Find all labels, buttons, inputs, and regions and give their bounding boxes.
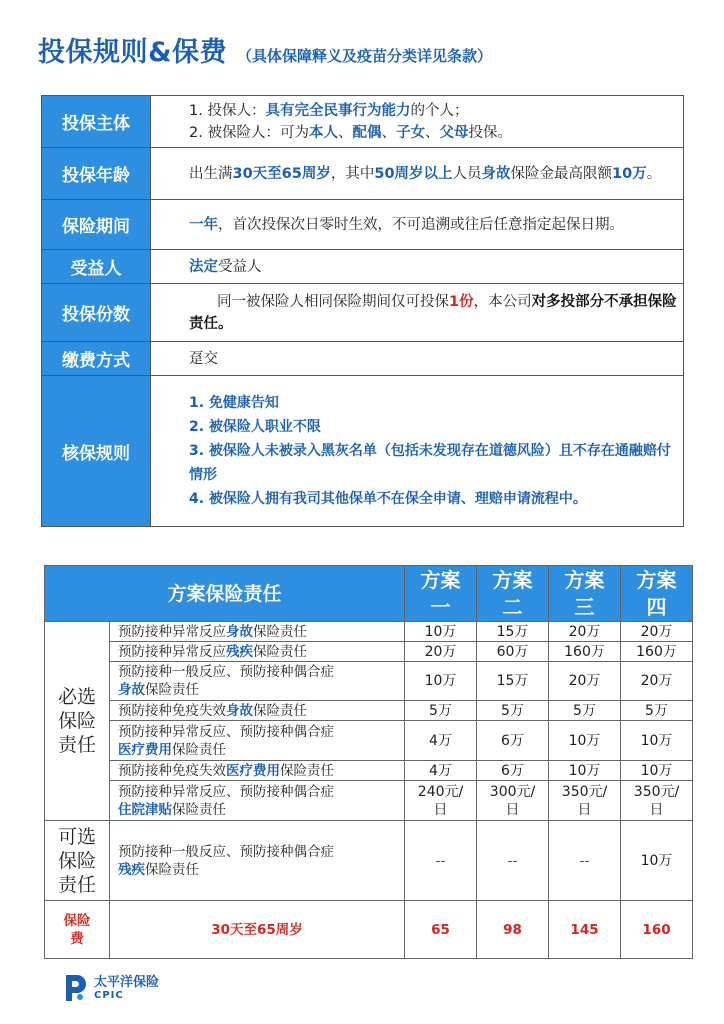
plans-header-row (45, 566, 693, 622)
fee-row (45, 901, 693, 959)
underwriting-item: 4. 被保险人拥有我司其他保单不在保全申请、理赔申请流程中。 (189, 491, 587, 507)
plan-value: 20万 (621, 662, 693, 701)
required-group-label: 必选 保险 责任 (45, 622, 110, 821)
plan-value: 5万 (621, 701, 693, 721)
plan-value: 10万 (621, 761, 693, 781)
plan-header: 方案 二 (477, 566, 549, 622)
plan-value: 300元/ 日 (477, 781, 549, 821)
plan-value: 10万 (621, 821, 693, 901)
required-row (45, 721, 693, 761)
plan-value: 60万 (477, 642, 549, 662)
rule-label: 保险期间 (42, 200, 151, 250)
page-subtitle: （具体保障释义及疫苗分类详见条款） (237, 47, 493, 65)
cpic-logo-icon (62, 973, 88, 1003)
optional-row (45, 821, 693, 901)
plan-value: 5万 (405, 701, 477, 721)
plan-value: 15万 (477, 622, 549, 642)
company-abbr: CPIC (94, 989, 124, 1001)
responsibility-item: 预防接种异常反应、预防接种偶合症 医疗费用保险责任 (110, 721, 405, 761)
underwriting-item: 1. 免健康告知 (189, 395, 279, 411)
required-row (45, 701, 693, 721)
plans-table (44, 565, 693, 959)
plan-value: 160万 (621, 642, 693, 662)
fee-age-range: 30天至65周岁 (110, 901, 405, 959)
required-row (45, 622, 693, 642)
plan-value: 5万 (549, 701, 621, 721)
rule-value: 同一被保险人相同保险期间仅可投保1份，本公司对多投部分不承担保险责任。 (151, 284, 684, 342)
rule-row-copies (42, 284, 684, 342)
rule-value: 法定受益人 (151, 250, 684, 284)
plan-value: 10万 (549, 761, 621, 781)
underwriting-list (151, 376, 684, 527)
rule-row-period (42, 200, 684, 250)
responsibility-item: 预防接种异常反应、预防接种偶合症 住院津贴保险责任 (110, 781, 405, 821)
fee-value: 145 (549, 901, 621, 959)
rule-label: 投保主体 (42, 96, 151, 148)
rule-label: 缴费方式 (42, 342, 151, 376)
required-row (45, 642, 693, 662)
plan-value: 20万 (621, 622, 693, 642)
rule-row-subject (42, 96, 684, 148)
plan-value: 6万 (477, 761, 549, 781)
plan-value: 10万 (621, 721, 693, 761)
underwriting-item: 2. 被保险人职业不限 (189, 419, 321, 435)
plan-value: 160万 (549, 642, 621, 662)
rule-label: 投保份数 (42, 284, 151, 342)
required-row (45, 781, 693, 821)
plan-value: 6万 (477, 721, 549, 761)
plan-value: 4万 (405, 761, 477, 781)
rule-label: 核保规则 (42, 376, 151, 527)
plan-value: 5万 (477, 701, 549, 721)
plan-value: 20万 (549, 662, 621, 701)
plan-value: -- (477, 821, 549, 901)
responsibility-header: 方案保险责任 (45, 566, 405, 622)
responsibility-item: 预防接种免疫失效医疗费用保险责任 (110, 761, 405, 781)
fee-value: 160 (621, 901, 693, 959)
plan-value: 20万 (405, 642, 477, 662)
page-header (38, 30, 492, 69)
required-row (45, 662, 693, 701)
plan-value: 10万 (405, 622, 477, 642)
rules-table (41, 95, 684, 527)
fee-value: 98 (477, 901, 549, 959)
rule-row-age (42, 148, 684, 200)
plan-value: 4万 (405, 721, 477, 761)
plan-header: 方案 四 (621, 566, 693, 622)
rule-row-underwriting (42, 376, 684, 527)
responsibility-item: 预防接种一般反应、预防接种偶合症 残疾保险责任 (110, 821, 405, 901)
rule-label: 投保年龄 (42, 148, 151, 200)
page-title: 投保规则&保费 (38, 37, 228, 68)
rule-value: 1. 投保人：具有完全民事行为能力的个人； 2. 被保险人：可为本人、配偶、子女、父母投保。 (151, 96, 684, 148)
responsibility-item: 预防接种一般反应、预防接种偶合症 身故保险责任 (110, 662, 405, 701)
fee-label: 保险 费 (45, 901, 110, 959)
plan-value: 20万 (549, 622, 621, 642)
company-logo (62, 973, 159, 1003)
rule-row-payment (42, 342, 684, 376)
required-row (45, 761, 693, 781)
plan-header: 方案 三 (549, 566, 621, 622)
plan-value: -- (549, 821, 621, 901)
rule-value: 趸交 (151, 342, 684, 376)
responsibility-item: 预防接种免疫失效身故保险责任 (110, 701, 405, 721)
company-name: 太平洋保险 (94, 974, 160, 990)
rule-row-beneficiary (42, 250, 684, 284)
plan-value: 10万 (405, 662, 477, 701)
plan-value: 350元/ 日 (549, 781, 621, 821)
responsibility-item: 预防接种异常反应身故保险责任 (110, 622, 405, 642)
plan-value: 240元/ 日 (405, 781, 477, 821)
underwriting-item: 3. 被保险人未被录入黑灰名单（包括未发现存在道德风险）且不存在通融赔付情形 (189, 443, 671, 483)
plan-value: 15万 (477, 662, 549, 701)
optional-group-label: 可选 保险 责任 (45, 821, 110, 901)
plan-value: 10万 (549, 721, 621, 761)
responsibility-item: 预防接种异常反应残疾保险责任 (110, 642, 405, 662)
rule-value: 出生满30天至65周岁，其中50周岁以上人员身故保险金最高限额10万。 (151, 148, 684, 200)
fee-value: 65 (405, 901, 477, 959)
plan-header: 方案 一 (405, 566, 477, 622)
rule-label: 受益人 (42, 250, 151, 284)
rule-value: 一年，首次投保次日零时生效，不可追溯或往后任意指定起保日期。 (151, 200, 684, 250)
plan-value: 350元/ 日 (621, 781, 693, 821)
plan-value: -- (405, 821, 477, 901)
